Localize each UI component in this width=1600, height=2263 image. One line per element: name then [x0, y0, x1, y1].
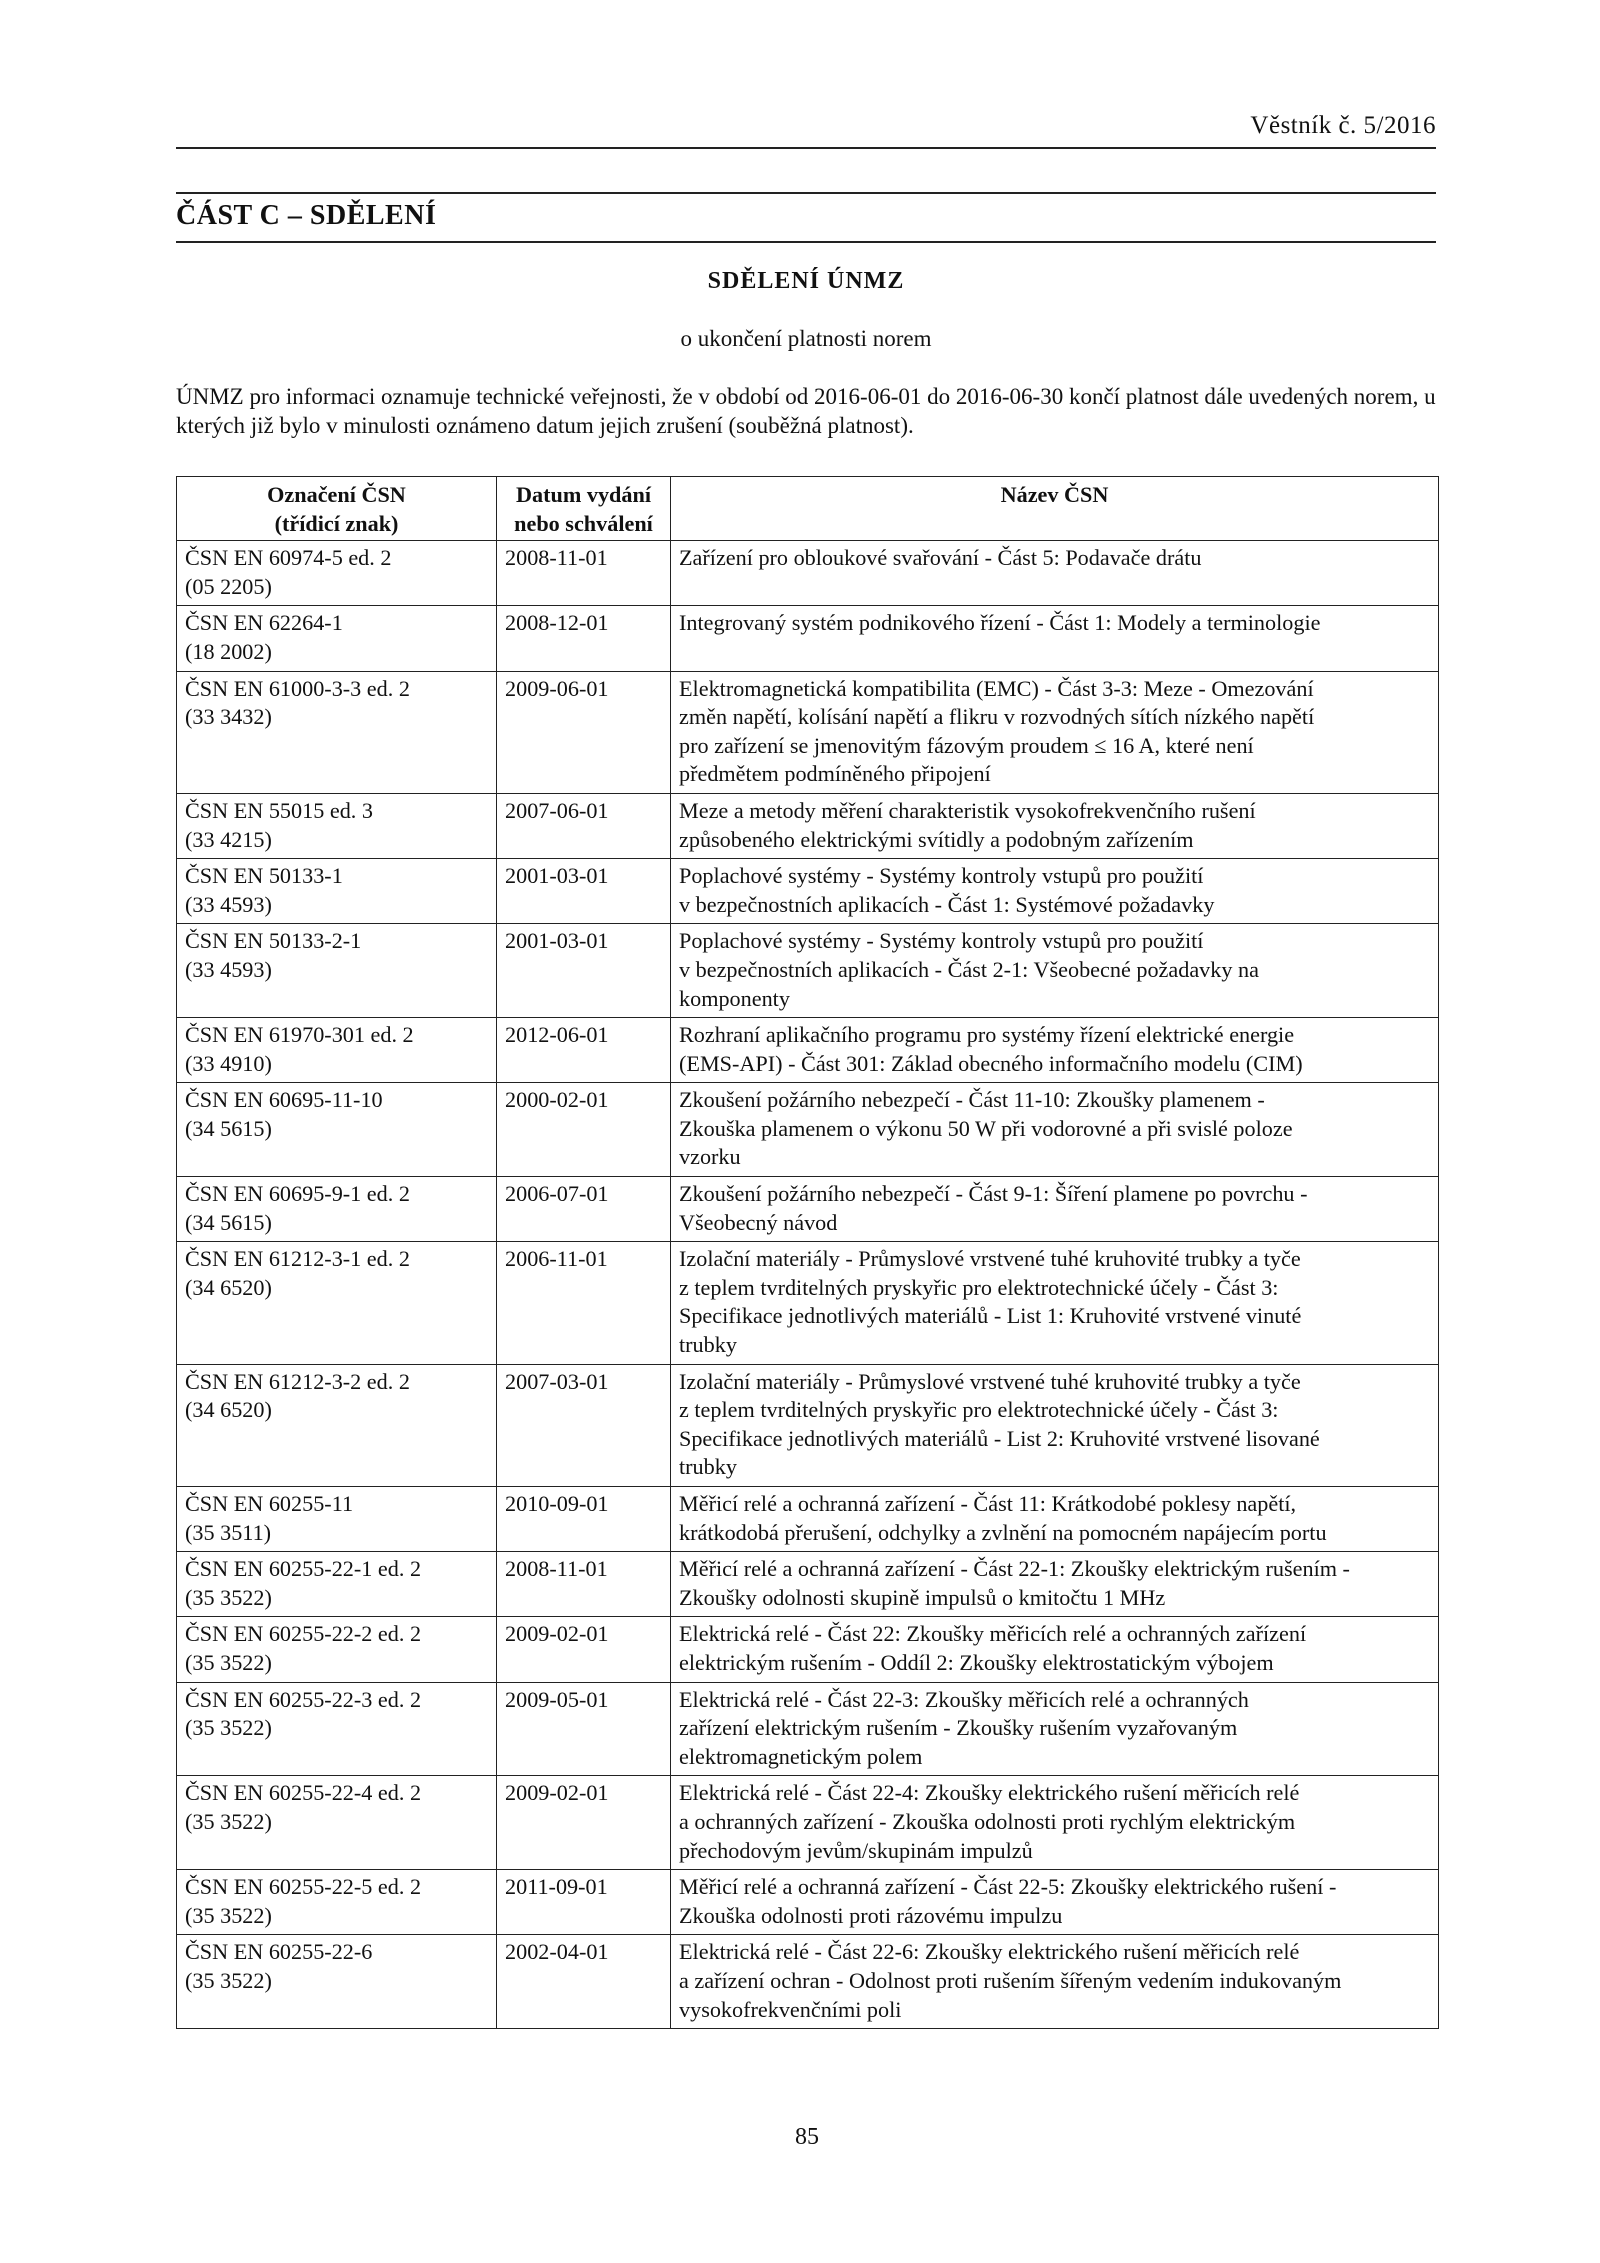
table-row: [177, 1776, 1439, 1870]
date-cell: 2006-11-01: [497, 1242, 671, 1364]
norm-name-line: Všeobecný návod: [679, 1209, 838, 1235]
designation-cell: [177, 1177, 497, 1242]
norm-name-line: Specifikace jednotlivých materiálů - List 1: Kruhovité vrstvené vinuté: [679, 1303, 1302, 1329]
designation-cell: [177, 1776, 497, 1870]
header-name: [671, 477, 1439, 541]
date-cell: 2007-06-01: [497, 793, 671, 858]
classification-mark: (33 3432): [185, 704, 272, 730]
norm-code: ČSN EN 60695-11-10: [185, 1087, 383, 1113]
table-row: [177, 924, 1439, 1018]
classification-mark: (33 4593): [185, 956, 272, 982]
norm-name-line: způsobeného elektrickými svítidly a podobným zařízením: [679, 826, 1194, 852]
classification-mark: (35 3511): [185, 1519, 272, 1545]
norm-name-line: vzorku: [679, 1144, 741, 1170]
classification-mark: (33 4910): [185, 1050, 272, 1076]
table-row: [177, 606, 1439, 671]
date-cell: 2006-07-01: [497, 1177, 671, 1242]
date-cell: 2009-02-01: [497, 1776, 671, 1870]
date-cell: 2001-03-01: [497, 859, 671, 924]
date-cell: 2009-02-01: [497, 1617, 671, 1682]
section-bottom-rule: [176, 241, 1436, 243]
date-cell: 2000-02-01: [497, 1083, 671, 1177]
table-row: [177, 1083, 1439, 1177]
norm-name-cell: [671, 1682, 1439, 1776]
header-designation: [177, 477, 497, 541]
classification-mark: (33 4215): [185, 826, 272, 852]
norm-name-cell: [671, 1364, 1439, 1486]
norm-name-line: Izolační materiály - Průmyslové vrstvené tuhé kruhovité trubky a tyče: [679, 1368, 1301, 1394]
norm-name-line: Zkoušky odolnosti skupině impulsů o kmitočtu 1 MHz: [679, 1584, 1166, 1610]
norm-name-cell: [671, 1242, 1439, 1364]
norm-code: ČSN EN 60974-5 ed. 2: [185, 545, 392, 571]
table-row: [177, 1935, 1439, 2029]
classification-mark: (05 2205): [185, 573, 272, 599]
norm-name-line: komponenty: [679, 985, 790, 1011]
date-cell: 2008-11-01: [497, 1552, 671, 1617]
designation-cell: [177, 793, 497, 858]
norm-name-line: Měřicí relé a ochranná zařízení - Část 22-1: Zkoušky elektrickým rušením -: [679, 1556, 1350, 1582]
norm-name-cell: [671, 1018, 1439, 1083]
norm-name-line: Zkoušení požárního nebezpečí - Část 11-10: Zkoušky plamenem -: [679, 1087, 1265, 1113]
designation-cell: [177, 1552, 497, 1617]
classification-mark: (33 4593): [185, 891, 272, 917]
date-cell: 2007-03-01: [497, 1364, 671, 1486]
norm-name-line: Elektromagnetická kompatibilita (EMC) - Část 3-3: Meze - Omezování: [679, 675, 1314, 701]
header-designation-label: Označení ČSN: [267, 482, 406, 507]
designation-cell: [177, 1364, 497, 1486]
classification-mark: (34 6520): [185, 1274, 272, 1300]
notice-intro: ÚNMZ pro informaci oznamuje technické veřejnosti, že v období od 2016-06-01 do 2016-06-30 končí platnost dále uvedených norem, u kterých již bylo v minulosti oznámeno datum jejich zrušení (souběžná platnost).: [176, 384, 1436, 438]
designation-cell: [177, 1083, 497, 1177]
table-row: [177, 1364, 1439, 1486]
table-row: [177, 671, 1439, 793]
classification-mark: (34 5615): [185, 1115, 272, 1141]
norm-name-line: Specifikace jednotlivých materiálů - List 2: Kruhovité vrstvené lisované: [679, 1425, 1320, 1451]
norm-code: ČSN EN 60255-22-5 ed. 2: [185, 1874, 422, 1900]
norm-name-line: změn napětí, kolísání napětí a flikru v rozvodných sítích nízkého napětí: [679, 704, 1315, 730]
norm-code: ČSN EN 50133-2-1: [185, 928, 362, 954]
norm-name-line: Zkouška plamenem o výkonu 50 W při vodorovné a při svislé poloze: [679, 1115, 1293, 1141]
norm-name-cell: [671, 606, 1439, 671]
classification-mark: (34 6520): [185, 1397, 272, 1423]
norm-name-cell: [671, 1870, 1439, 1935]
date-cell: 2008-12-01: [497, 606, 671, 671]
norm-name-line: Rozhraní aplikačního programu pro systémy řízení elektrické energie: [679, 1022, 1295, 1048]
norm-name-line: v bezpečnostních aplikacích - Část 2-1: Všeobecné požadavky na: [679, 956, 1259, 982]
norm-name-cell: [671, 1935, 1439, 2029]
designation-cell: [177, 1242, 497, 1364]
norm-code: ČSN EN 55015 ed. 3: [185, 797, 373, 823]
designation-cell: [177, 1935, 497, 2029]
norms-table-body: [177, 541, 1439, 2029]
page-number: 85: [795, 2124, 819, 2150]
table-row: [177, 1018, 1439, 1083]
table-row: [177, 859, 1439, 924]
norm-code: ČSN EN 60695-9-1 ed. 2: [185, 1181, 410, 1207]
table-row: [177, 1552, 1439, 1617]
norm-name-line: Integrovaný systém podnikového řízení - Část 1: Modely a terminologie: [679, 610, 1321, 636]
section-top-rule: [176, 192, 1436, 194]
date-cell: 2009-06-01: [497, 671, 671, 793]
date-cell: 2009-05-01: [497, 1682, 671, 1776]
norm-name-cell: [671, 671, 1439, 793]
date-cell: 2002-04-01: [497, 1935, 671, 2029]
norm-code: ČSN EN 62264-1: [185, 610, 343, 636]
designation-cell: [177, 541, 497, 606]
classification-mark: (35 3522): [185, 1715, 272, 1741]
norm-name-line: Elektrická relé - Část 22-6: Zkoušky elektrického rušení měřicích relé: [679, 1939, 1300, 1965]
norm-name-cell: [671, 1552, 1439, 1617]
norm-name-line: přechodovým jevům/skupinám impulzů: [679, 1837, 1033, 1863]
classification-mark: (18 2002): [185, 638, 272, 664]
norm-name-line: v bezpečnostních aplikacích - Část 1: Systémové požadavky: [679, 891, 1215, 917]
notice-subtitle: o ukončení platnosti norem: [680, 326, 932, 351]
classification-mark: (35 3522): [185, 1967, 272, 1993]
date-cell: 2010-09-01: [497, 1487, 671, 1552]
norm-name-cell: [671, 1487, 1439, 1552]
header-name-label: Název ČSN: [1000, 482, 1109, 507]
norm-name-line: Poplachové systémy - Systémy kontroly vstupů pro použití: [679, 928, 1204, 954]
norms-table: [176, 476, 1439, 2029]
norm-name-line: Elektrická relé - Část 22: Zkoušky měřicích relé a ochranných zařízení: [679, 1621, 1307, 1647]
table-row: [177, 1177, 1439, 1242]
norm-code: ČSN EN 61212-3-1 ed. 2: [185, 1246, 410, 1272]
header-rule: [176, 147, 1436, 149]
table-row: [177, 541, 1439, 606]
norm-name-line: z teplem tvrditelných pryskyřic pro elektrotechnické účely - Část 3:: [679, 1274, 1279, 1300]
norm-name-cell: [671, 541, 1439, 606]
norm-name-line: Měřicí relé a ochranná zařízení - Část 22-5: Zkoušky elektrického rušení -: [679, 1874, 1337, 1900]
norm-code: ČSN EN 61000-3-3 ed. 2: [185, 675, 410, 701]
norm-name-line: Měřicí relé a ochranná zařízení - Část 11: Krátkodobé poklesy napětí,: [679, 1491, 1297, 1516]
norm-name-cell: [671, 1617, 1439, 1682]
norm-name-line: Izolační materiály - Průmyslové vrstvené tuhé kruhovité trubky a tyče: [679, 1246, 1301, 1272]
norm-name-cell: [671, 1083, 1439, 1177]
norm-code: ČSN EN 61212-3-2 ed. 2: [185, 1368, 410, 1394]
norm-name-line: Zařízení pro obloukové svařování - Část 5: Podavače drátu: [679, 545, 1202, 571]
date-cell: 2011-09-01: [497, 1870, 671, 1935]
norm-name-line: Elektrická relé - Část 22-4: Zkoušky elektrického rušení měřicích relé: [679, 1780, 1300, 1806]
designation-cell: [177, 1870, 497, 1935]
norm-code: ČSN EN 60255-22-4 ed. 2: [185, 1780, 422, 1806]
norm-name-line: Zkouška odolnosti proti rázovému impulzu: [679, 1902, 1063, 1928]
designation-cell: [177, 924, 497, 1018]
norm-name-line: elektrickým rušením - Oddíl 2: Zkoušky elektrostatickým výbojem: [679, 1649, 1274, 1675]
classification-mark: (34 5615): [185, 1209, 272, 1235]
norm-name-line: a zařízení ochran - Odolnost proti rušením šířeným vedením indukovaným: [679, 1967, 1342, 1993]
classification-mark: (35 3522): [185, 1649, 272, 1675]
table-row: [177, 1617, 1439, 1682]
norm-name-cell: [671, 859, 1439, 924]
classification-mark: (35 3522): [185, 1902, 272, 1928]
norm-name-line: (EMS-API) - Část 301: Základ obecného informačního modelu (CIM): [679, 1050, 1303, 1076]
date-cell: 2012-06-01: [497, 1018, 671, 1083]
norm-name-line: elektromagnetickým polem: [679, 1743, 923, 1769]
header-date: [497, 477, 671, 541]
norm-name-cell: [671, 1177, 1439, 1242]
classification-mark: (35 3522): [185, 1584, 272, 1610]
norm-code: ČSN EN 50133-1: [185, 863, 343, 889]
header-date-sub: nebo schválení: [514, 510, 653, 536]
norm-name-line: Zkoušení požárního nebezpečí - Část 9-1: Šíření plamene po povrchu -: [679, 1181, 1308, 1207]
header-designation-sub: (třídicí znak): [274, 510, 399, 536]
designation-cell: [177, 1617, 497, 1682]
norm-name-line: vysokofrekvenčními poli: [679, 1996, 902, 2022]
norm-code: ČSN EN 60255-22-2 ed. 2: [185, 1621, 422, 1647]
designation-cell: [177, 1018, 497, 1083]
table-row: [177, 1682, 1439, 1776]
norm-name-cell: [671, 793, 1439, 858]
norm-name-line: trubky: [679, 1332, 737, 1358]
norm-name-line: zařízení elektrickým rušením - Zkoušky rušením vyzařovaným: [679, 1715, 1238, 1741]
classification-mark: (35 3522): [185, 1808, 272, 1834]
norm-name-line: a ochranných zařízení - Zkouška odolnosti proti rychlým elektrickým: [679, 1808, 1296, 1834]
norm-name-line: trubky: [679, 1454, 737, 1480]
table-header-row: [177, 477, 1439, 541]
date-cell: 2001-03-01: [497, 924, 671, 1018]
norm-code: ČSN EN 60255-22-6: [185, 1939, 373, 1965]
norm-code: ČSN EN 60255-22-3 ed. 2: [185, 1686, 422, 1712]
header-date-label: Datum vydání: [516, 482, 651, 507]
table-row: [177, 1870, 1439, 1935]
norm-name-line: krátkodobá přerušení, odchylky a zvlnění na pomocném napájecím portu: [679, 1519, 1327, 1545]
norm-name-cell: [671, 924, 1439, 1018]
date-cell: 2008-11-01: [497, 541, 671, 606]
designation-cell: [177, 859, 497, 924]
designation-cell: [177, 671, 497, 793]
table-row: [177, 793, 1439, 858]
norm-name-line: z teplem tvrditelných pryskyřic pro elektrotechnické účely - Část 3:: [679, 1397, 1279, 1423]
norm-name-line: Elektrická relé - Část 22-3: Zkoušky měřicích relé a ochranných: [679, 1686, 1249, 1712]
notice-title: SDĚLENÍ ÚNMZ: [707, 268, 905, 294]
norm-code: ČSN EN 60255-22-1 ed. 2: [185, 1556, 422, 1582]
norm-name-line: Poplachové systémy - Systémy kontroly vstupů pro použití: [679, 863, 1204, 889]
table-row: [177, 1242, 1439, 1364]
designation-cell: [177, 1487, 497, 1552]
norm-name-line: Meze a metody měření charakteristik vysokofrekvenčního rušení: [679, 797, 1256, 823]
designation-cell: [177, 606, 497, 671]
journal-issue: Věstník č. 5/2016: [1250, 112, 1436, 139]
norm-name-line: předmětem podmíněného připojení: [679, 761, 991, 787]
norm-name-cell: [671, 1776, 1439, 1870]
norm-code: ČSN EN 60255-11: [185, 1491, 354, 1516]
table-row: [177, 1487, 1439, 1552]
section-title: ČÁST C – SDĚLENÍ: [176, 200, 437, 231]
norm-code: ČSN EN 61970-301 ed. 2: [185, 1022, 414, 1048]
designation-cell: [177, 1682, 497, 1776]
norm-name-line: pro zařízení se jmenovitým fázovým proudem ≤ 16 A, které není: [679, 732, 1254, 758]
